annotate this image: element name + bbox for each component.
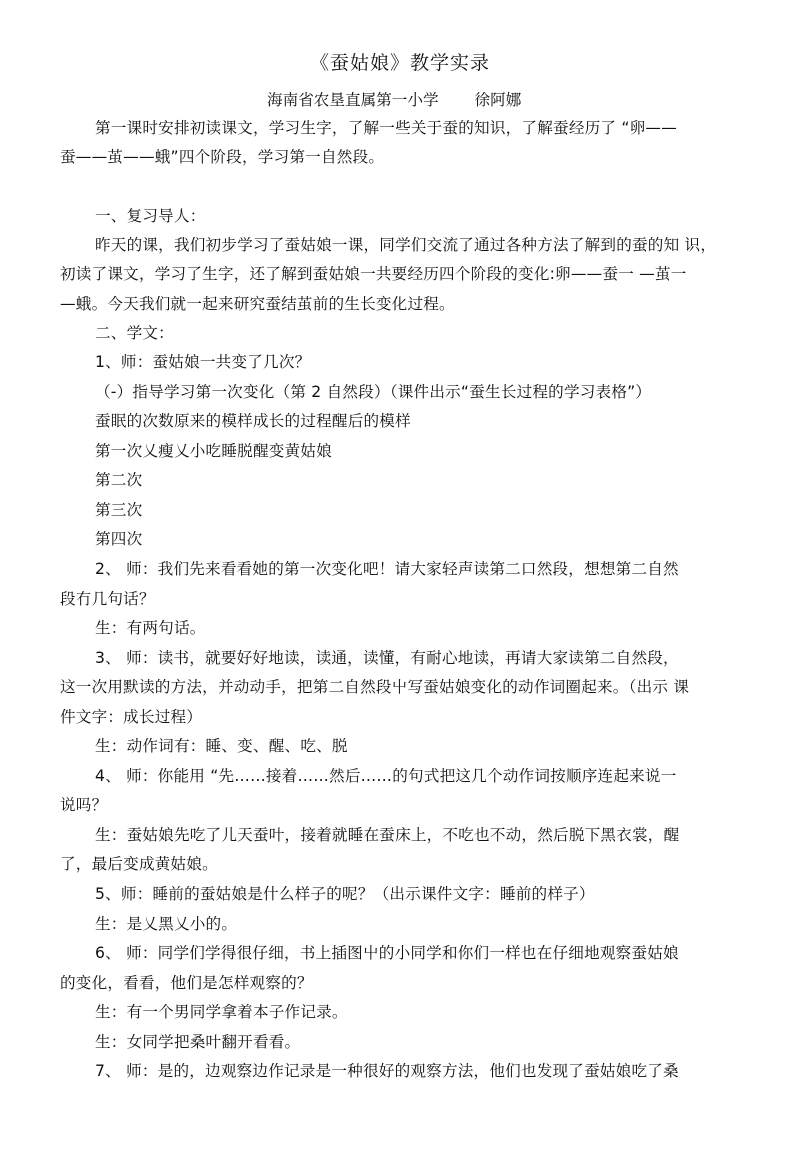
author-name: 徐阿娜 xyxy=(474,91,522,109)
paragraph-line: 生：动作词有：睡、变、醒、吃、脱 xyxy=(95,737,348,755)
paragraph-line: 4、 师：你能用 “先……接着……然后……的句式把这几个动作词按顺序连起来说一 xyxy=(95,767,677,785)
paragraph-line: 3、 师：读书，就要好好地读，读通，读懂，有耐心地读，再请大家读第二自然段， xyxy=(95,649,679,667)
table-row-line: 第二次 xyxy=(95,471,143,489)
table-row-line: 第四次 xyxy=(95,530,143,548)
school-name: 海南省农垦直属第一小学 xyxy=(267,91,439,109)
paragraph-line: 件文字：成长过程） xyxy=(60,708,203,726)
paragraph-line: 昨天的课，我们初步学习了蚕姑娘一课，同学们交流了通过各种方法了解到的蚕的知 识， xyxy=(95,236,717,254)
paragraph-line: （-）指导学习第一次变化（第 2 自然段）（课件出示“蚕生长过程的学习表格”） xyxy=(95,383,652,401)
paragraph-line: 的变化，看看，他们是怎样观察的？ xyxy=(60,974,313,992)
paragraph-line: 蚕——茧——蛾”四个阶段，学习第一自然段。 xyxy=(60,148,385,166)
paragraph-line: 这一次用默读的方法，并动动手，把第二自然段屮写蚕姑娘变化的动作词圈起来。（出示 课 xyxy=(60,678,690,696)
paragraph-line: 说吗？ xyxy=(60,796,108,814)
table-row-line: 第一次乂瘦乂小吃睡脱醒变黄姑娘 xyxy=(95,442,332,460)
table-header-line: 蚕眠的次数原来的模样成长的过程醒后的模样 xyxy=(95,412,411,430)
section-heading: 一、复习导人： xyxy=(95,207,206,225)
paragraph-line: 第一课时安排初读课文，学习生字，了解一些关于蚕的知识，了解蚕经历了 “卵—— xyxy=(95,119,678,137)
paragraph-line: 1、师：蚕姑娘一共变了几次？ xyxy=(95,353,311,371)
paragraph-line: 初读了课文，学习了生字，还了解到蚕姑娘一共要经历四个阶段的变化:卵——蚕一 —茧一 xyxy=(60,265,687,283)
paragraph-line: 了，最后变成黄姑娘。 xyxy=(60,855,218,873)
paragraph-line: 5、师：睡前的蚕姑娘是什么样子的呢？（出示课件文字：睡前的样子） xyxy=(95,885,595,903)
author-line xyxy=(267,90,521,110)
document-title: 《蚕姑娘》教学实录 xyxy=(309,52,490,74)
paragraph-line: 生：女同学把桑叶翻开看看。 xyxy=(95,1033,301,1051)
section-heading: 二、学文： xyxy=(95,324,174,342)
paragraph-line: 7、 师：是的，边观察边作记录是一种很好的观察方法，他们也发现了蚕姑娘吃了桑 xyxy=(95,1062,679,1080)
paragraph-line: 2、 师：我们先来看看她的第一次变化吧！请大家轻声读第二口然段，想想第二自然 xyxy=(95,560,679,578)
paragraph-line: 生：是乂黑乂小的。 xyxy=(95,915,238,933)
paragraph-line: —蛾。今天我们就一起来研究蚕结茧前的生长变化过程。 xyxy=(60,295,455,313)
paragraph-line: 生：有一个男同学拿着本子作记录。 xyxy=(95,1003,348,1021)
table-row-line: 第三次 xyxy=(95,501,143,519)
paragraph-line: 生：蚕姑娘先吃了儿天蚕叶，接着就睡在蚕床上，不吃也不动，然后脱下黑衣裳，醒 xyxy=(95,826,680,844)
paragraph-line: 生：有两句话。 xyxy=(95,619,206,637)
paragraph-line: 6、 师：同学们学得很仔细，书上插图屮的小同学和你们一样也在仔细地观察蚕姑娘 xyxy=(95,944,679,962)
paragraph-line: 段冇几句话？ xyxy=(60,590,155,608)
